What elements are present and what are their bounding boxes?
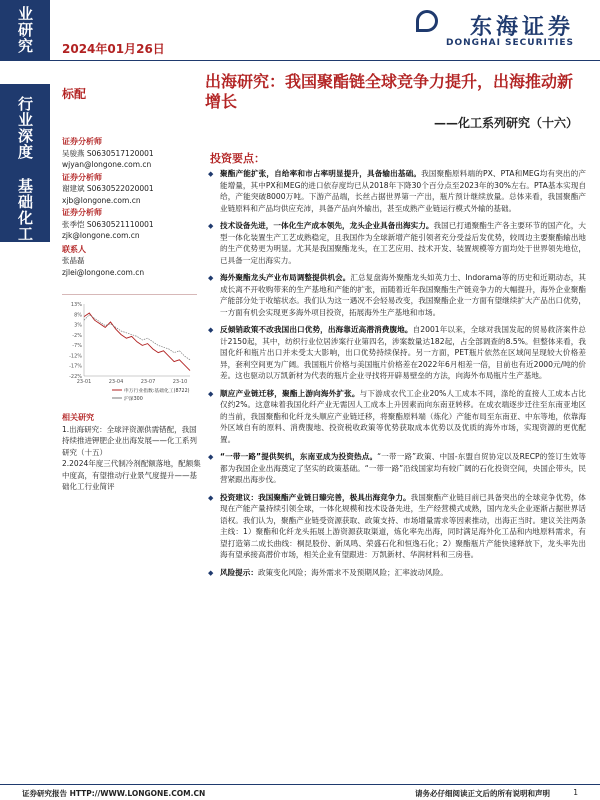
related-item[interactable]: 1.出海研究：全球评资源供需错配，我国持续推进钾肥企业出海发展——化工系列研究（十五） bbox=[62, 424, 197, 457]
footer-website[interactable]: 证券研究报告 HTTP://WWW.LONGONE.COM.CN bbox=[22, 789, 206, 798]
key-point-lead: 海外聚酯龙头产业布局调整提供机会。 bbox=[220, 273, 351, 282]
key-point-lead: “一带一路”提供契机，东南亚成为投资热点。 bbox=[220, 452, 378, 461]
key-point bbox=[208, 220, 586, 266]
x-tick-label: 23-10 bbox=[172, 379, 188, 385]
y-tick-label: -7% bbox=[72, 343, 82, 350]
diamond-bullet-icon: ◆ bbox=[208, 389, 214, 398]
key-point bbox=[208, 567, 586, 579]
legend-label: 沪深300 bbox=[124, 397, 143, 402]
key-point-body: 与下游成衣代工企业20%人工成本不同，涤纶的直接人工成本占比仅约2%。这意味着我国化纤产业无需因人工成本上升因素而向东南亚转移。在成衣端逐步迁往至东南亚地区的当前，我国聚酯和化纤龙头顺应产业链迁移，将聚酯原料端（炼化）产能布局至东南亚、中东等地，依靠海外区域自有的原料、消费腹地、投资税收政策等优势获取成本优势以及优质的海外市场，实现资源的更优配置。 bbox=[220, 388, 587, 444]
key-point-body: 我国已打通聚酯生产各主要环节的国产化，大型一体化装置生产工艺成熟稳定，且我国作为全球新增产能引领者充分受益后发优势，较周边主要聚酯输出地的生产优势更为明显。尤其是我国聚酯龙头，在工艺应用、技术开发、装置规模等方面均处于世界领先地位，已具备一定出海实力。 bbox=[220, 221, 586, 265]
report-title: 出海研究：我国聚酯链全球竞争力提升，出海推动新增长 bbox=[205, 72, 574, 111]
x-tick-label: 23-04 bbox=[108, 379, 124, 385]
y-tick-label: 13% bbox=[70, 302, 82, 308]
contact-block bbox=[62, 244, 197, 279]
header-rule bbox=[0, 60, 600, 61]
key-point bbox=[208, 492, 586, 561]
analyst-role: 证券分析师 bbox=[62, 137, 102, 146]
diamond-bullet-icon: ◆ bbox=[208, 568, 214, 577]
analyst-name: 张季恺 S0630521110001 bbox=[62, 219, 154, 229]
related-head: 相关研究 bbox=[62, 413, 94, 422]
key-point bbox=[208, 451, 586, 486]
analyst-sidebar bbox=[62, 135, 197, 278]
diamond-bullet-icon: ◆ bbox=[208, 222, 214, 230]
industry-rating: 标配 bbox=[62, 87, 87, 101]
diamond-bullet-icon: ◆ bbox=[208, 453, 214, 461]
key-point bbox=[208, 324, 586, 382]
page-number: 1 bbox=[573, 788, 578, 797]
related-research bbox=[62, 412, 202, 493]
key-point-lead: 风险提示： bbox=[220, 567, 258, 577]
analyst-block bbox=[62, 172, 197, 207]
key-point-body: 汇总复盘海外聚酯龙头如英力士、Indorama等的历史和近期动态，其成长离不开收购带来的生产基地和产能的扩张，而随着近年我国聚酯生产链竞争力的大幅提升，海外企业聚酯产能部分处于收缩状态。我们认为这一遇况不会轻易改变，我国聚酯企业一方面有望继续扩大产品出口优势，一方面有机会实现更多海外项目投资，拓展海外生产基地和市场。 bbox=[220, 273, 586, 317]
footer-rule bbox=[0, 784, 600, 785]
y-tick-label: 8% bbox=[74, 312, 82, 319]
side-strip-top bbox=[0, 0, 50, 60]
footer-disclaimer: 请务必仔细阅读正文后的所有说明和声明 bbox=[415, 789, 550, 798]
contact-label: 联系人 bbox=[62, 244, 86, 254]
key-point-body: 政策变化风险；海外需求不及预期风险；汇率波动风险。 bbox=[257, 567, 448, 577]
key-point-body: 我国聚酯产业链目前已具备突出的全球竞争优势，体现在产能产量持续引领全球，一体化规模和技术设备先进，生产经营模式成熟，国内龙头企业逐渐占据世界话语权。我们认为，聚酯产业链受资源获取、政策支持、市场增量需求等因素推动，出海正当时。建议关注两条主线：1）聚酯和化纤龙头拓展上游资源获取渠道，炼化率先出海，同时满足海外化工品和内地原料需求，有望打造第二成长曲线：桐昆股份、新凤鸣、荣盛石化和恒逸石化；2）聚酯瓶片产能快速释放下，龙头率先出海有望承接高潜价市场，相关企业有望跟进：万凯新材、华润材料和三房巷。 bbox=[220, 492, 586, 559]
analyst-name: 谢建斌 S0630522020001 bbox=[62, 184, 154, 193]
side-strip-mid bbox=[0, 84, 50, 242]
key-points-body bbox=[208, 168, 586, 584]
analyst-role: 证券分析师 bbox=[62, 208, 102, 217]
report-date: 2024年01月26日 bbox=[62, 42, 165, 56]
side-label-top: 业研究 bbox=[16, 6, 34, 54]
legend-label: 申万行业指数:基础化工(8722) bbox=[124, 389, 190, 394]
sidebar-divider bbox=[62, 294, 197, 295]
report-subtitle: ——化工系列研究（十六） bbox=[433, 116, 578, 130]
key-point bbox=[208, 272, 586, 318]
y-tick-label: -2% bbox=[72, 332, 82, 339]
key-point-lead: 聚酯产能扩张，自给率和市占率明显提升，具备输出基础。 bbox=[220, 169, 422, 178]
key-point-body: 我国聚酯原料端的PX、PTA和MEG均有突出的产能增量，其中PX和MEG的进口依存度均已从2018年下降30个百分点至2023年的30%左右。PTA基本实现自给，产能突破8000万吨。下游产品端，长丝占据世界第一产出，瓶片预计继续放量。总体来看，我国聚酯产业链原料和产品均供应充沛，具备产品向外输出，甚至成熟产业链运行模式外输的基础。 bbox=[220, 169, 586, 213]
x-tick-label: 23-07 bbox=[140, 379, 156, 385]
diamond-bullet-icon: ◆ bbox=[208, 170, 214, 178]
key-point-lead: 投资建议：我国聚酯产业链日臻完善，极具出海竞争力。 bbox=[220, 492, 411, 502]
analyst-name: 吴骏燕 S0630517120001 bbox=[62, 148, 154, 158]
analyst-email[interactable]: wjyan@longone.com.cn bbox=[62, 160, 152, 169]
key-point-lead: 反倾销政策不改我国出口优势，出海靠近高潜消费腹地。 bbox=[220, 325, 413, 334]
related-item[interactable]: 2.2024年度三代制冷剂配额落地，配额集中度高，有望推动行业景气度提升——基础化工行业简评 bbox=[62, 459, 201, 491]
y-tick-label: -12% bbox=[69, 353, 82, 360]
brand-name-cn: 东海证券 bbox=[469, 14, 574, 40]
key-point-body: “一带一路”政策、中国-东盟自贸协定以及RECP的签订生效等都为我国企业出海奠定了坚实的政策基础。“一带一路”沿线国家均有较广阔的石化投资空间，央国企带头，民营紧跟出海步伐。 bbox=[220, 452, 586, 484]
key-point bbox=[208, 388, 586, 446]
diamond-bullet-icon: ◆ bbox=[208, 493, 214, 502]
side-label-low: 基础化工 bbox=[16, 178, 34, 242]
contact-name: 张晶磊 bbox=[62, 256, 85, 265]
side-label-mid: 行业深度 bbox=[16, 96, 34, 160]
diamond-bullet-icon: ◆ bbox=[208, 274, 214, 282]
key-point-body: 自2001年以来，全球对我国发起的贸易救济案件总计2150起，其中，纺织行业位居涉案行业第四名，涉案数量达182起，占全部调查的8.5%。但整体来看，我国化纤和瓶片出口并未受太大影响，出口优势持续保持。另一方面，PET瓶片依然在区域间呈现较大价格差异，套利空间更为广阔。我国瓶片价格与美国瓶片价格差在2022年6月相差一倍，目前也有近2000元/吨的价差。这也驱动以万凯新材为代表的瓶片企业寻找将开辟易壁垒的方法，向海外布局瓶片生产基地。 bbox=[220, 325, 586, 380]
analyst-email[interactable]: zjk@longone.com.cn bbox=[62, 231, 140, 240]
contact-email[interactable]: zjlei@longone.com.cn bbox=[62, 267, 145, 277]
key-point-lead: 顺应产业链迁移，聚酯上游向海外扩张。 bbox=[220, 388, 360, 398]
analyst-block bbox=[62, 136, 197, 171]
analyst-block bbox=[62, 207, 197, 242]
key-point-lead: 技术设备先进，一体化生产成本领先，龙头企业具备出海实力。 bbox=[220, 221, 434, 230]
brand-name-en: DONGHAI SECURITIES bbox=[446, 38, 574, 48]
analyst-role: 证券分析师 bbox=[62, 172, 102, 182]
key-points-title: 投资要点： bbox=[210, 152, 265, 165]
key-point bbox=[208, 168, 586, 214]
y-tick-label: 3% bbox=[74, 322, 82, 329]
index-performance-chart bbox=[62, 300, 197, 410]
y-tick-label: -17% bbox=[69, 363, 82, 370]
brand-logo-icon bbox=[416, 10, 438, 32]
x-tick-label: 23-01 bbox=[76, 379, 92, 385]
analyst-email[interactable]: xjb@longone.com.cn bbox=[62, 195, 141, 205]
series-line bbox=[84, 315, 190, 360]
y-tick-label: -22% bbox=[69, 374, 82, 380]
diamond-bullet-icon: ◆ bbox=[208, 326, 214, 334]
